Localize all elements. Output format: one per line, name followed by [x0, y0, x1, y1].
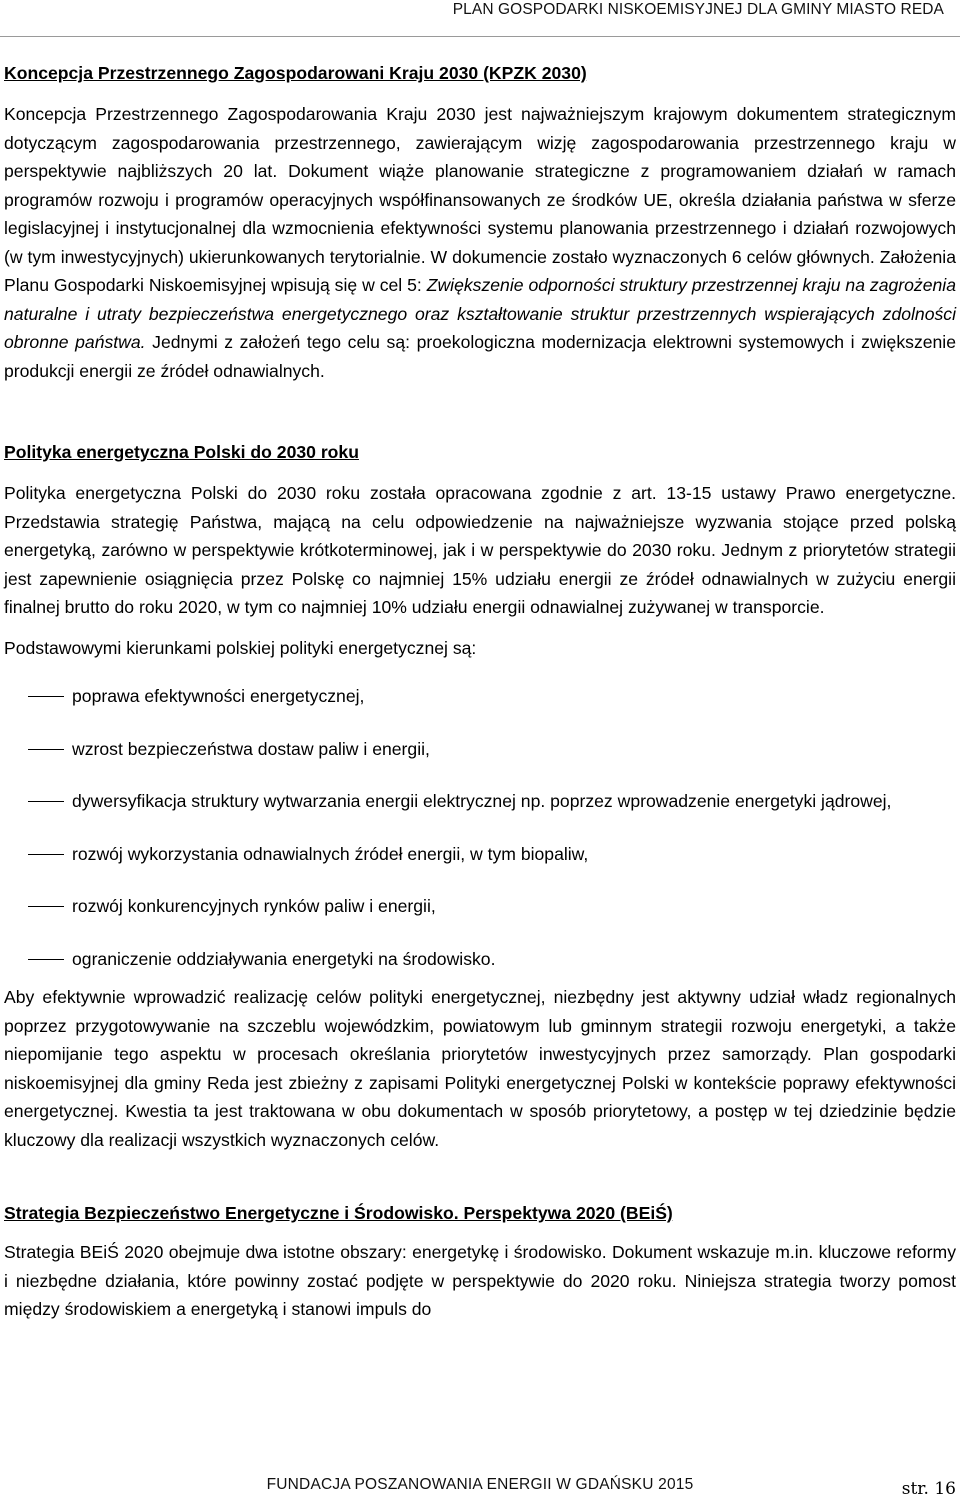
paragraph-text: Koncepcja Przestrzennego Zagospodarowania Kraju 2030 jest najważniejszym krajowym dokumentem strategicznym dotyczącym zagospodarowania przestrzennego, zawierającym wizję zagospodarowania przestrzennego kraju w perspektywie najbliższych 20 lat. Dokument wiąże planowanie strategiczne z programowaniem działań w ramach programów rozwoju i programów operacyjnych współfinansowanych ze środków UE, określa działania państwa w sferze legislacyjnej i instytucjonalnej dla wzmocnienia efektywności systemu planowania przestrzennego i działań rozwojowych (w tym inwestycyjnych) ukierunkowanych terytorialnie. W dokumencie zostało wyznaczonych 6 celów głównych. Założenia Planu Gospodarki Niskoemisyjnej wpisują się w cel 5:: [4, 104, 956, 295]
paragraph-pep-intro: Polityka energetyczna Polski do 2030 roku została opracowana zgodnie z art. 13-15 ustawy Prawo energetyczne. Przedstawia strategię Państwa, mającą na celu odpowiedzenie na najważniejsze wyzwania stojące przed polską energetyką, zarówno w perspektywie krótkoterminowej, jak i w perspektywie do 2030 roku. Jednym z priorytetów strategii jest zapewnienie osiągnięcia przez Polskę co najmniej 15% udziału energii ze źródeł odnawialnych w zużyciu energii finalnej brutto do roku 2020, w tym co najmniej 10% udziału energii odnawialnej zużywanej w transporcie.: [4, 483, 956, 617]
document-body: [4, 60, 956, 1324]
dash-bullet: [28, 854, 64, 855]
directions-list: [4, 682, 956, 973]
page-footer: FUNDACJA POSZANOWANIA ENERGII W GDAŃSKU 2015: [266, 1476, 694, 1493]
section-heading-beis: Strategia Bezpieczeństwo Energetyczne i Środowisko. Perspektywa 2020 (BEiŚ): [4, 1203, 673, 1223]
list-intro: Podstawowymi kierunkami polskiej polityki energetycznej są:: [4, 637, 477, 658]
paragraph-kpzk: [4, 100, 956, 385]
dash-bullet: [28, 906, 64, 907]
list-item: dywersyfikacja struktury wytwarzania energii elektrycznej np. poprzez wprowadzenie energetyki jądrowej,: [4, 787, 956, 816]
list-item: rozwój wykorzystania odnawialnych źródeł energii, w tym biopaliw,: [4, 840, 956, 869]
section-heading-kpzk: Koncepcja Przestrzennego Zagospodarowani Kraju 2030 (KPZK 2030): [4, 63, 587, 83]
section-heading-pep: Polityka energetyczna Polski do 2030 roku: [4, 442, 359, 462]
header-divider: [0, 36, 960, 37]
dash-bullet: [28, 801, 64, 802]
dash-bullet: [28, 696, 64, 697]
page-header: PLAN GOSPODARKI NISKOEMISYJNEJ DLA GMINY MIASTO REDA: [452, 1, 944, 18]
page-number: str. 16: [901, 1479, 956, 1499]
paragraph-beis: Strategia BEiŚ 2020 obejmuje dwa istotne obszary: energetykę i środowisko. Dokument wskazuje m.in. kluczowe reformy i niezbędne działania, które powinny zostać podjęte w perspektywie do 2020 roku. Niniejsza strategia tworzy pomost między środowiskiem a energetyką i stanowi impuls do: [4, 1242, 956, 1319]
list-item: ograniczenie oddziaływania energetyki na środowisko.: [4, 945, 956, 974]
list-item: wzrost bezpieczeństwa dostaw paliw i energii,: [4, 735, 956, 764]
dash-bullet: [28, 959, 64, 960]
list-item: rozwój konkurencyjnych rynków paliw i energii,: [4, 892, 956, 921]
list-item: poprawa efektywności energetycznej,: [4, 682, 956, 711]
paragraph-text: Jednymi z założeń tego celu są: proekologiczna modernizacja elektrowni systemowych i zwiększenie produkcji energii ze źródeł odnawialnych.: [4, 332, 957, 381]
italic-goal-text: Zwiększenie odporności struktury przestrzennej kraju na zagrożenia naturalne i utraty bezpieczeństwa energetycznego oraz kształtowanie struktur przestrzennych wspierających zdolności obronne państwa.: [4, 275, 956, 352]
dash-bullet: [28, 749, 64, 750]
paragraph-pep-summary: Aby efektywnie wprowadzić realizację celów polityki energetycznej, niezbędny jest aktywny udział władz regionalnych poprzez przygotowywanie na szczeblu wojewódzkim, powiatowym lub gminnym strategii rozwoju energetyki, a także niepomijanie tego aspektu w procesach określania priorytetów inwestycyjnych przez samorządy. Plan gospodarki niskoemisyjnej dla gminy Reda jest zbieżny z zapisami Polityki energetycznej Polski w kontekście poprawy efektywności energetycznej. Kwestia ta jest traktowana w obu dokumentach w sposób priorytetowy, a postęp w tej dziedzinie będzie kluczowy dla realizacji wszystkich wyznaczonych celów.: [4, 987, 956, 1150]
